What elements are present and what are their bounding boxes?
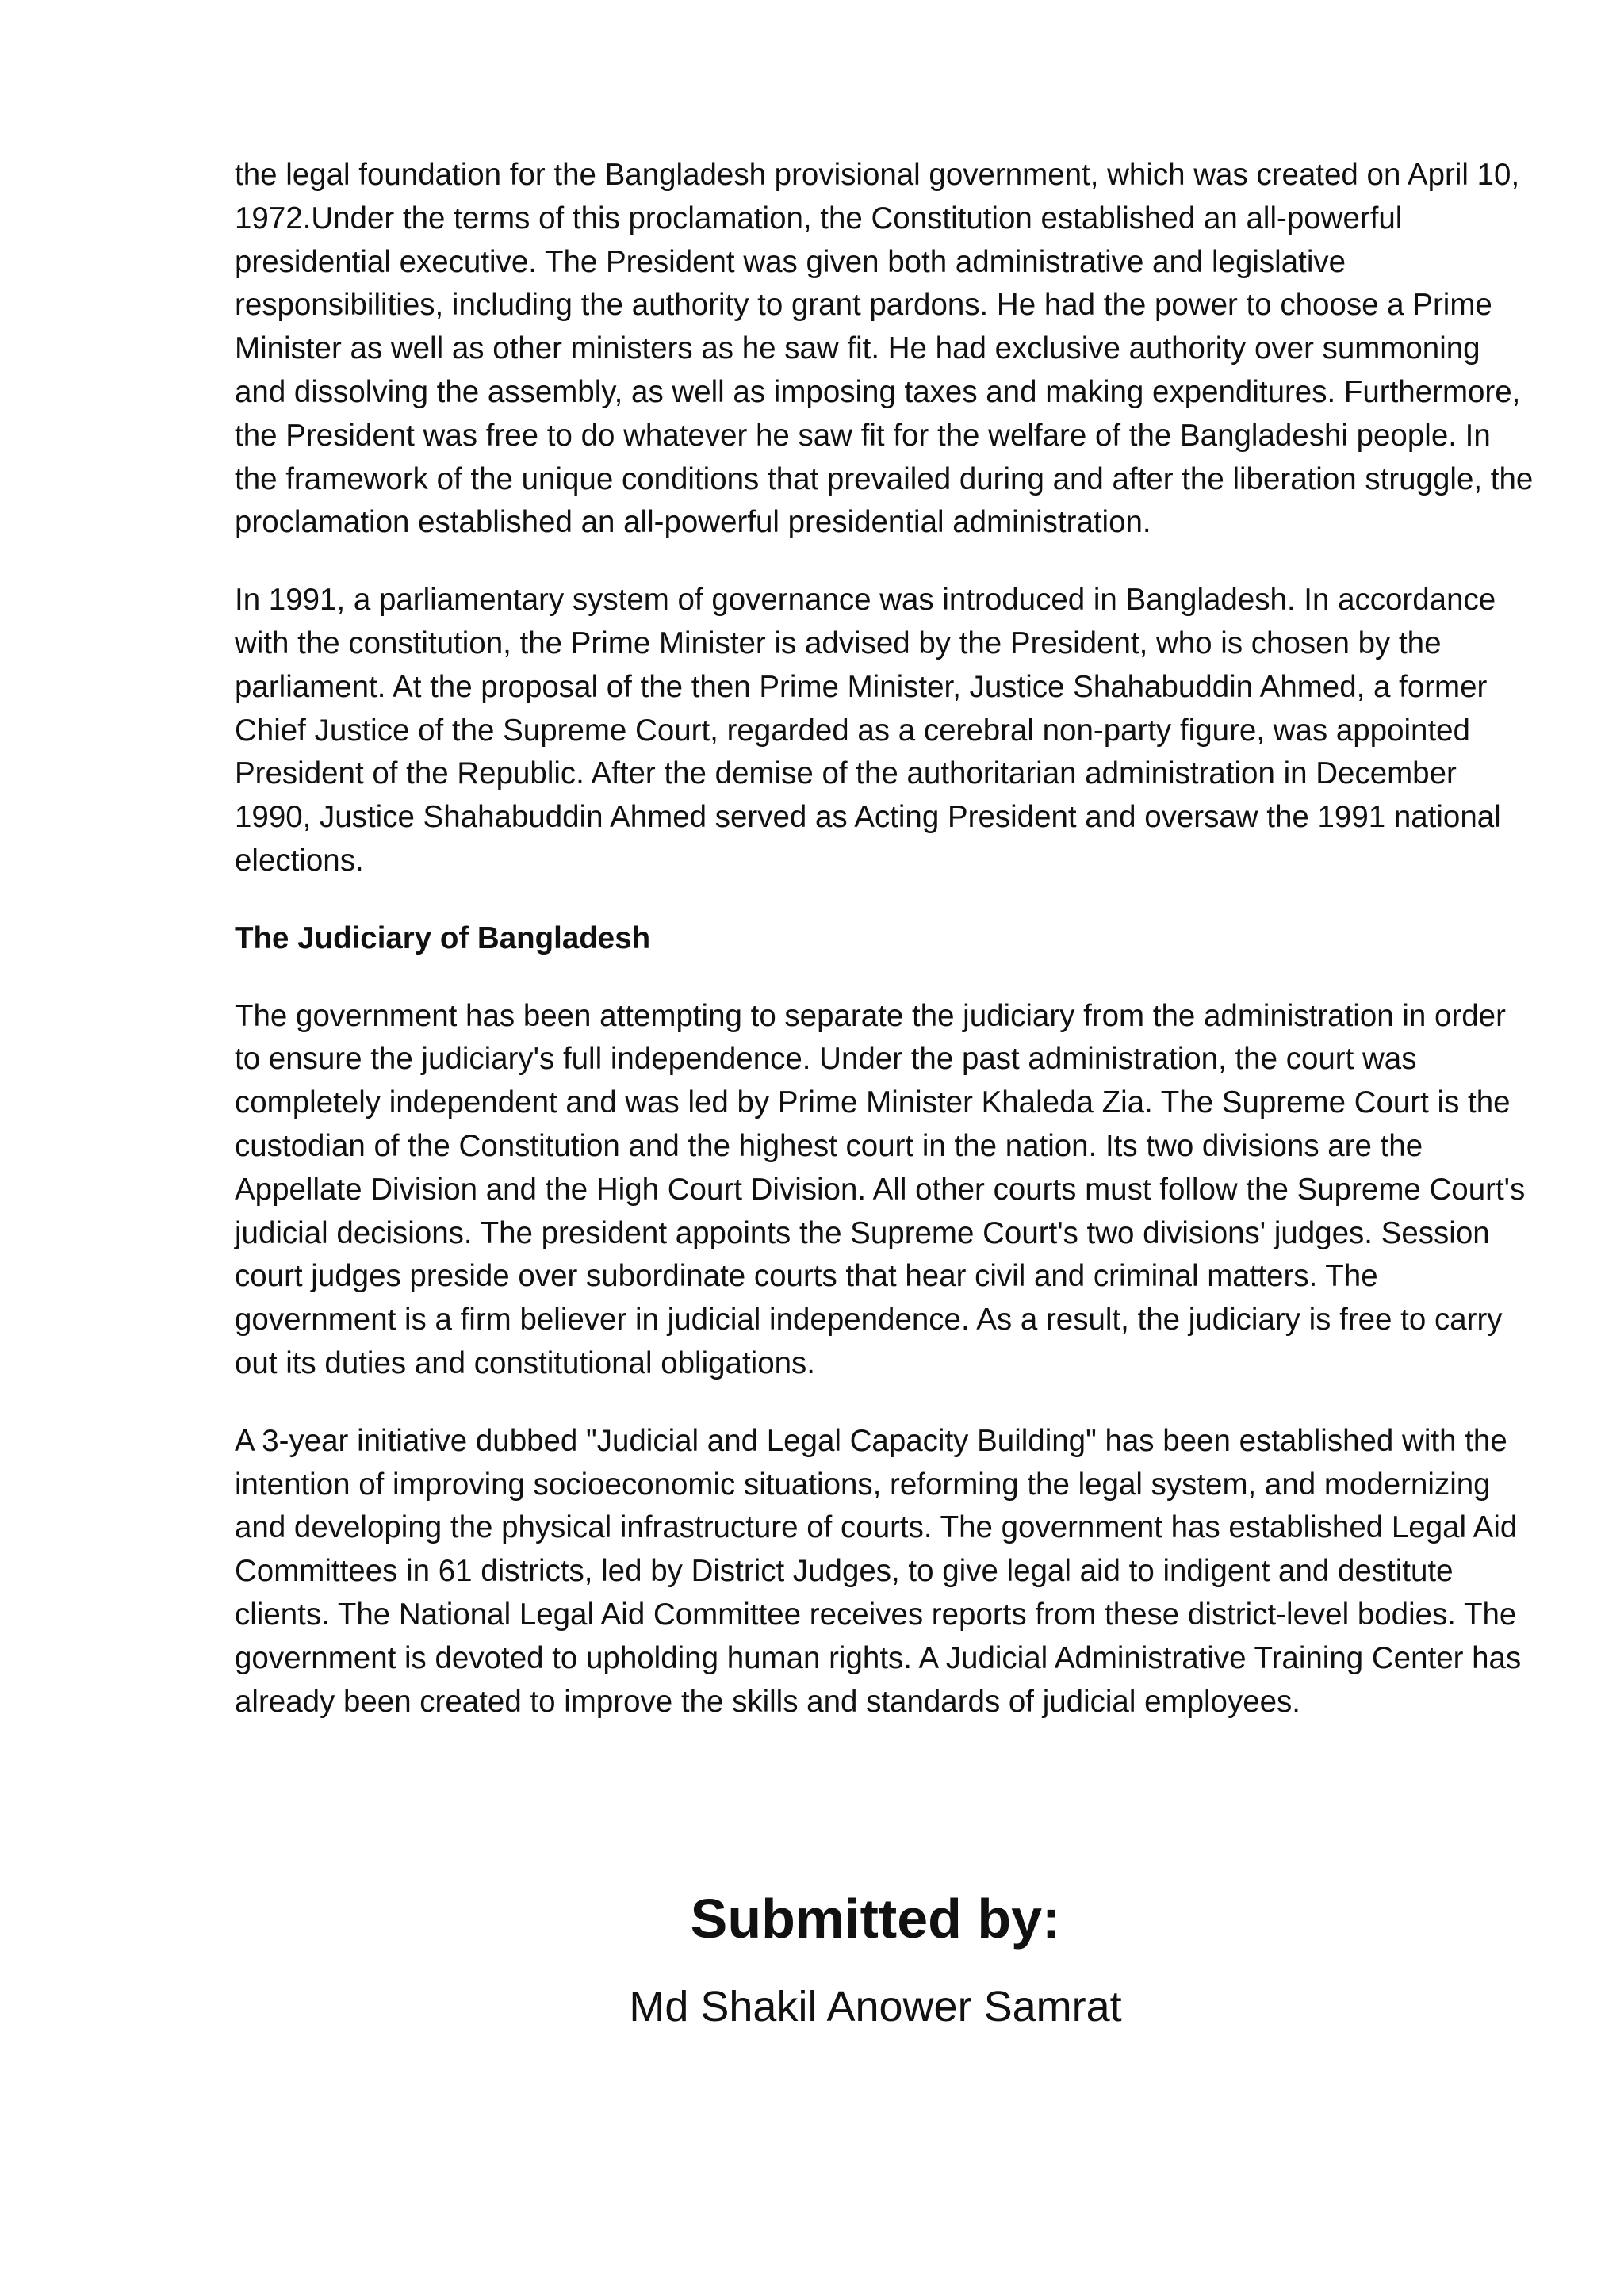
document-body [235, 154, 1535, 1758]
author-name: Md Shakil Anower Samrat [629, 1983, 1122, 2030]
paragraph-parliamentary-system: In 1991, a parliamentary system of governance was introduced in Bangladesh. In accordance with the constitution, the Prime Minister is advised by the President, who is chosen by the parliament. At the proposal of the then Prime Minister, Justice Shahabuddin Ahmed, a former Chief Justice of the Supreme Court, regarded as a cerebral non-party figure, was appointed President of the Republic. After the demise of the authoritarian administration in December 1990, Justice Shahabuddin Ahmed served as Acting President and oversaw the 1991 national elections. [235, 583, 1501, 878]
paragraph-judiciary-independence: The government has been attempting to separate the judiciary from the administration in order to ensure the judiciary's full independence. Under the past administration, the court was completely independent and was led by Prime Minister Khaleda Zia. The Supreme Court is the custodian of the Constitution and the highest court in the nation. Its two divisions are the Appellate Division and the High Court Division. All other courts must follow the Supreme Court's judicial decisions. The president appoints the Supreme Court's two divisions' judges. Session court judges preside over subordinate courts that hear civil and criminal matters. The government is a firm believer in judicial independence. As a result, the judiciary is free to carry out its duties and constitutional obligations. [235, 998, 1526, 1380]
submitted-by-title: Submitted by: [690, 1888, 1061, 1950]
section-heading-judiciary: The Judiciary of Bangladesh [235, 920, 651, 955]
paragraph-capacity-building: A 3-year initiative dubbed "Judicial and Legal Capacity Building" has been established with the intention of improving socioeconomic situations, reforming the legal system, and modernizing and developing the physical infrastructure of courts. The government has established Legal Aid Committees in 61 districts, led by District Judges, to give legal aid to indigent and destitute clients. The National Legal Aid Committee receives reports from these district-level bodies. The government is devoted to upholding human rights. A Judicial Administrative Training Center has already been created to improve the skills and standards of judicial employees. [235, 1423, 1522, 1719]
paragraph-provisional-government: the legal foundation for the Bangladesh provisional government, which was created on April 10, 1972.Under the terms of this proclamation, the Constitution established an all-powerful presidential executive. The President was given both administrative and legislative responsibilities, including the authority to grant pardons. He had the power to choose a Prime Minister as well as other ministers as he saw fit. He had exclusive authority over summoning and dissolving the assembly, as well as imposing taxes and making expenditures. Furthermore, the President was free to do whatever he saw fit for the welfare of the Bangladeshi people. In the framework of the unique conditions that prevailed during and after the liberation struggle, the proclamation established an all-powerful presidential administration. [235, 158, 1534, 540]
